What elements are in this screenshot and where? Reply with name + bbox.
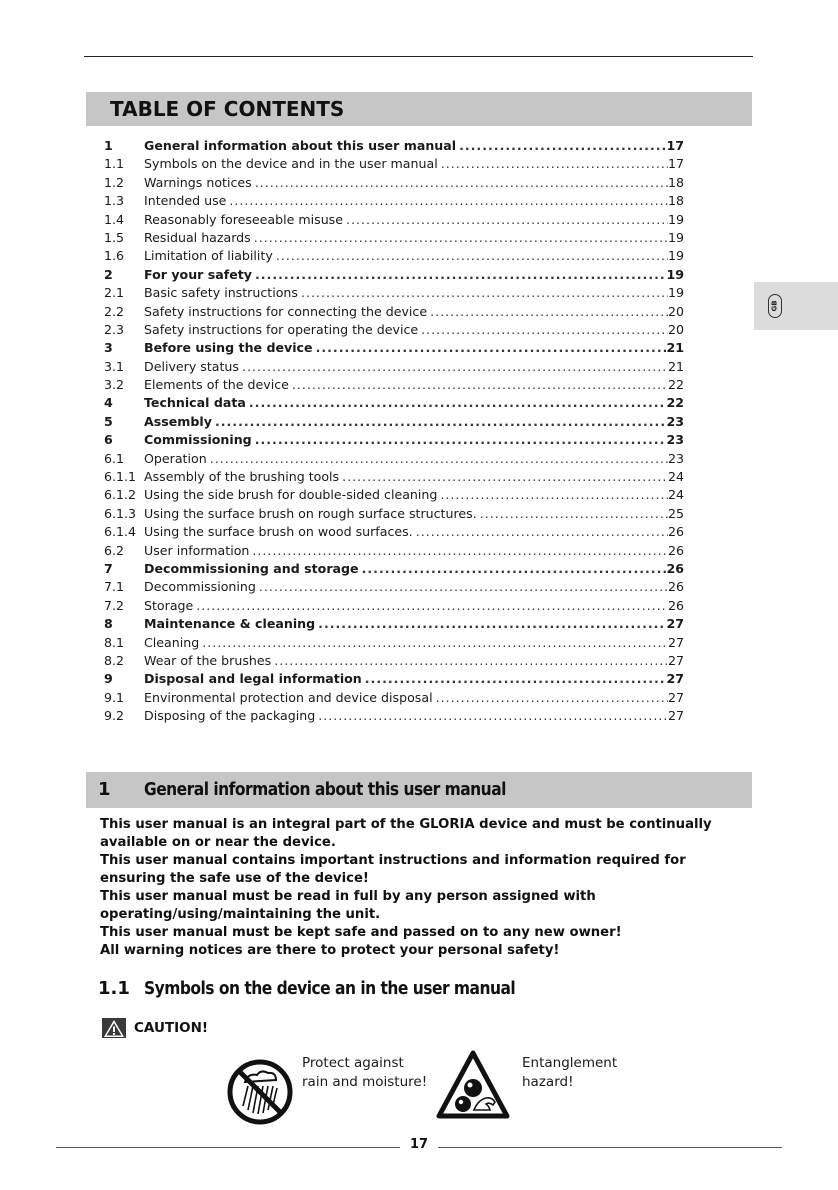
intro-paragraph: This user manual must be read in full by any person assigned with operating/using/maintaining the unit. bbox=[100, 889, 596, 922]
toc-entry-page: 18 bbox=[667, 193, 684, 209]
toc-entry bbox=[104, 598, 684, 616]
toc-entry-title: Disposal and legal information bbox=[144, 671, 362, 687]
toc-entry bbox=[104, 248, 684, 266]
toc-entry-number: 5 bbox=[104, 413, 113, 429]
toc-entry-page: 23 bbox=[666, 432, 684, 448]
toc-leader-dots bbox=[433, 690, 668, 705]
toc-leader-dots bbox=[249, 543, 668, 558]
toc-entry-number: 7.2 bbox=[104, 597, 125, 613]
toc-leader-dots bbox=[256, 579, 668, 594]
toc-entry-title: Reasonably foreseeable misuse bbox=[144, 211, 343, 227]
toc-entry-number: 6.1.1 bbox=[104, 469, 137, 485]
toc-entry-title: Decommissioning bbox=[144, 579, 256, 595]
toc-entry-page: 19 bbox=[667, 229, 684, 245]
toc-entry-title: User information bbox=[144, 542, 250, 558]
toc-entry-page: 23 bbox=[667, 450, 684, 466]
toc-entry-page: 27 bbox=[667, 708, 684, 724]
toc-entry-number: 1 bbox=[104, 138, 113, 153]
toc-entry bbox=[104, 579, 684, 597]
toc-entry-number: 8.2 bbox=[104, 652, 125, 668]
toc-leader-dots bbox=[239, 359, 668, 374]
toc-entry-title: Basic safety instructions bbox=[144, 285, 298, 301]
toc-entry-title: Warnings notices bbox=[144, 174, 252, 190]
toc-entry-title: Commissioning bbox=[144, 432, 252, 448]
toc-entry-title: Before using the device bbox=[144, 340, 313, 356]
section-1-title: General information about this user manual bbox=[144, 779, 506, 800]
language-tab bbox=[754, 282, 838, 330]
toc-leader-dots bbox=[252, 175, 668, 190]
toc-entry-number: 6.1.3 bbox=[104, 505, 137, 521]
toc-entry-page: 23 bbox=[666, 413, 684, 429]
toc-entry-title: Delivery status bbox=[144, 358, 239, 374]
toc-entry-title: Assembly bbox=[144, 413, 212, 429]
toc-leader-dots bbox=[418, 322, 668, 337]
toc-leader-dots bbox=[226, 193, 668, 208]
toc-leader-dots bbox=[252, 267, 666, 282]
footer-rule-left bbox=[56, 1147, 400, 1148]
toc-leader-dots bbox=[313, 340, 667, 355]
section-1-number: 1 bbox=[98, 779, 111, 800]
toc-entry-number: 3 bbox=[104, 340, 113, 356]
toc-entry-title: Residual hazards bbox=[144, 229, 251, 245]
toc-entry bbox=[104, 671, 684, 689]
language-label: GB bbox=[771, 300, 779, 312]
toc-entry-page: 20 bbox=[667, 321, 684, 337]
toc-entry bbox=[104, 469, 684, 487]
toc-leader-dots bbox=[289, 377, 668, 392]
intro-paragraph: This user manual is an integral part of the GLORIA device and must be continually available on or near the device. bbox=[100, 817, 712, 850]
toc-entry-page: 17 bbox=[667, 156, 684, 172]
toc-entry-page: 20 bbox=[667, 303, 684, 319]
toc-entry bbox=[104, 451, 684, 469]
toc-entry bbox=[104, 432, 684, 450]
page-number: 17 bbox=[409, 1137, 429, 1152]
section-1-header bbox=[86, 772, 752, 808]
toc-leader-dots bbox=[339, 469, 668, 484]
toc-entry-number: 3.1 bbox=[104, 358, 125, 374]
toc-entry-page: 22 bbox=[666, 395, 684, 411]
toc-entry-number: 9.2 bbox=[104, 708, 125, 724]
toc-leader-dots bbox=[456, 138, 666, 153]
toc-entry-number: 1.3 bbox=[104, 193, 125, 209]
toc-entry-number: 1.2 bbox=[104, 174, 125, 190]
caution-notice bbox=[102, 1018, 208, 1038]
toc-leader-dots bbox=[298, 285, 668, 300]
toc-entry bbox=[104, 193, 684, 211]
toc-entry-title: Cleaning bbox=[144, 634, 200, 650]
toc-entry-title: Disposing of the packaging bbox=[144, 708, 316, 724]
toc-entry-title: Using the surface brush on rough surface structures. bbox=[144, 505, 477, 521]
toc-entry bbox=[104, 708, 684, 726]
toc-leader-dots bbox=[246, 395, 667, 410]
toc-leader-dots bbox=[343, 212, 668, 227]
toc-entry-page: 21 bbox=[667, 358, 684, 374]
toc-entry bbox=[104, 285, 684, 303]
toc-entry-page: 19 bbox=[667, 285, 684, 301]
no-rain-caption: Protect against rain and moisture! bbox=[302, 1055, 428, 1090]
toc-entry bbox=[104, 616, 684, 634]
intro-paragraph: This user manual must be kept safe and passed on to any new owner! bbox=[100, 925, 622, 940]
toc-entry bbox=[104, 304, 684, 322]
toc-entry-title: Decommissioning and storage bbox=[144, 560, 359, 576]
toc-entry-number: 2 bbox=[104, 266, 113, 282]
toc-entry bbox=[104, 635, 684, 653]
toc-entry-number: 3.2 bbox=[104, 377, 125, 393]
toc-entry-number: 8.1 bbox=[104, 634, 125, 650]
top-rule bbox=[84, 56, 753, 57]
language-badge bbox=[768, 294, 782, 318]
toc-leader-dots bbox=[359, 561, 667, 576]
toc-entry-title: Symbols on the device and in the user manual bbox=[144, 156, 438, 172]
toc-entry-page: 24 bbox=[667, 487, 684, 503]
caution-label: CAUTION! bbox=[134, 1020, 209, 1036]
toc-entry-title: Intended use bbox=[144, 193, 227, 209]
toc-entry-page: 26 bbox=[666, 560, 684, 576]
toc-entry-page: 22 bbox=[667, 377, 684, 393]
toc-entry-page: 26 bbox=[667, 542, 684, 558]
toc-entry bbox=[104, 653, 684, 671]
toc-entry-title: Wear of the brushes bbox=[144, 652, 272, 668]
toc-entry bbox=[104, 156, 684, 174]
toc-list bbox=[104, 138, 684, 727]
footer-rule-right bbox=[438, 1147, 782, 1148]
toc-leader-dots bbox=[413, 524, 668, 539]
toc-entry-number: 6.2 bbox=[104, 542, 125, 558]
toc-entry-number: 6.1.4 bbox=[104, 524, 137, 540]
intro-paragraph: All warning notices are there to protect your personal safety! bbox=[100, 943, 560, 958]
toc-entry-title: Safety instructions for operating the device bbox=[144, 321, 419, 337]
toc-entry-page: 17 bbox=[666, 138, 684, 153]
toc-leader-dots bbox=[207, 451, 668, 466]
section-1-1-number: 1.1 bbox=[98, 978, 130, 999]
toc-entry-title: Elements of the device bbox=[144, 377, 289, 393]
toc-entry-page: 19 bbox=[667, 248, 684, 264]
toc-entry bbox=[104, 377, 684, 395]
toc-entry-title: Maintenance & cleaning bbox=[144, 616, 316, 632]
toc-entry-page: 27 bbox=[666, 616, 684, 632]
toc-entry-number: 1.1 bbox=[104, 156, 125, 172]
toc-entry-page: 19 bbox=[666, 266, 684, 282]
toc-entry bbox=[104, 359, 684, 377]
toc-title: TABLE OF CONTENTS bbox=[86, 92, 752, 126]
toc-entry-title: Using the side brush for double-sided cleaning bbox=[144, 487, 438, 503]
toc-entry-title: Limitation of liability bbox=[144, 248, 273, 264]
toc-entry bbox=[104, 543, 684, 561]
toc-leader-dots bbox=[273, 248, 668, 263]
toc-entry-title: Safety instructions for connecting the device bbox=[144, 303, 428, 319]
toc-entry-number: 6.1.2 bbox=[104, 487, 137, 503]
toc-entry-page: 24 bbox=[667, 469, 684, 485]
toc-leader-dots bbox=[362, 671, 667, 686]
toc-entry-number: 7 bbox=[104, 560, 113, 576]
toc-entry-number: 9.1 bbox=[104, 689, 125, 705]
toc-entry-page: 21 bbox=[666, 340, 684, 356]
entanglement-caption: Entanglement hazard! bbox=[522, 1055, 618, 1090]
toc-entry bbox=[104, 138, 684, 156]
toc-entry bbox=[104, 561, 684, 579]
toc-entry-page: 19 bbox=[667, 211, 684, 227]
toc-entry-number: 6.1 bbox=[104, 450, 125, 466]
toc-entry bbox=[104, 414, 684, 432]
warning-triangle-icon bbox=[102, 1018, 126, 1038]
toc-entry-number: 2.2 bbox=[104, 303, 125, 319]
toc-entry-title: For your safety bbox=[144, 266, 253, 282]
toc-entry bbox=[104, 230, 684, 248]
toc-entry-page: 18 bbox=[667, 174, 684, 190]
toc-entry-number: 9 bbox=[104, 671, 113, 687]
toc-leader-dots bbox=[437, 487, 668, 502]
toc-entry-number: 1.4 bbox=[104, 211, 125, 227]
toc-entry-page: 26 bbox=[667, 524, 684, 540]
toc-entry-number: 1.5 bbox=[104, 229, 125, 245]
toc-leader-dots bbox=[193, 598, 668, 613]
toc-entry-title: Using the surface brush on wood surfaces. bbox=[144, 524, 413, 540]
toc-entry-page: 25 bbox=[667, 505, 684, 521]
toc-entry-number: 1.6 bbox=[104, 248, 125, 264]
toc-entry-number: 8 bbox=[104, 616, 113, 632]
toc-entry bbox=[104, 395, 684, 413]
toc-entry-title: Storage bbox=[144, 597, 194, 613]
toc-entry bbox=[104, 524, 684, 542]
section-1-1-header bbox=[98, 978, 698, 999]
no-rain-icon bbox=[226, 1058, 294, 1130]
toc-leader-dots bbox=[251, 230, 668, 245]
toc-entry bbox=[104, 690, 684, 708]
section-1-intro bbox=[100, 816, 740, 960]
toc-entry bbox=[104, 175, 684, 193]
toc-leader-dots bbox=[252, 432, 667, 447]
toc-entry-title: Technical data bbox=[144, 395, 246, 411]
toc-entry-title: General information about this user manual bbox=[144, 138, 457, 153]
toc-entry-title: Operation bbox=[144, 450, 207, 466]
toc-entry-page: 27 bbox=[667, 652, 684, 668]
toc-leader-dots bbox=[427, 304, 668, 319]
entanglement-hazard-icon bbox=[436, 1050, 510, 1124]
toc-entry-number: 2.3 bbox=[104, 321, 125, 337]
toc-entry-number: 4 bbox=[104, 395, 113, 411]
toc-entry-title: Environmental protection and device disposal bbox=[144, 689, 433, 705]
toc-entry-page: 27 bbox=[667, 689, 684, 705]
intro-paragraph: This user manual contains important instructions and information required for ensuring the safe use of the device! bbox=[100, 853, 686, 886]
section-1-1-title: Symbols on the device an in the user manual bbox=[144, 978, 516, 999]
toc-entry-page: 27 bbox=[667, 634, 684, 650]
toc-leader-dots bbox=[199, 635, 668, 650]
toc-leader-dots bbox=[438, 156, 668, 171]
toc-entry bbox=[104, 487, 684, 505]
toc-entry bbox=[104, 340, 684, 358]
toc-entry bbox=[104, 322, 684, 340]
toc-entry bbox=[104, 506, 684, 524]
toc-entry-number: 7.1 bbox=[104, 579, 125, 595]
toc-entry bbox=[104, 267, 684, 285]
toc-entry-page: 26 bbox=[667, 597, 684, 613]
toc-entry-number: 6 bbox=[104, 432, 113, 448]
toc-entry-number: 2.1 bbox=[104, 285, 125, 301]
toc-entry-page: 26 bbox=[667, 579, 684, 595]
toc-entry-page: 27 bbox=[666, 671, 684, 687]
toc-leader-dots bbox=[212, 414, 667, 429]
toc-leader-dots bbox=[477, 506, 668, 521]
toc-leader-dots bbox=[271, 653, 668, 668]
toc-entry-title: Assembly of the brushing tools bbox=[144, 469, 340, 485]
toc-leader-dots bbox=[315, 616, 666, 631]
toc-entry bbox=[104, 212, 684, 230]
toc-leader-dots bbox=[315, 708, 668, 723]
